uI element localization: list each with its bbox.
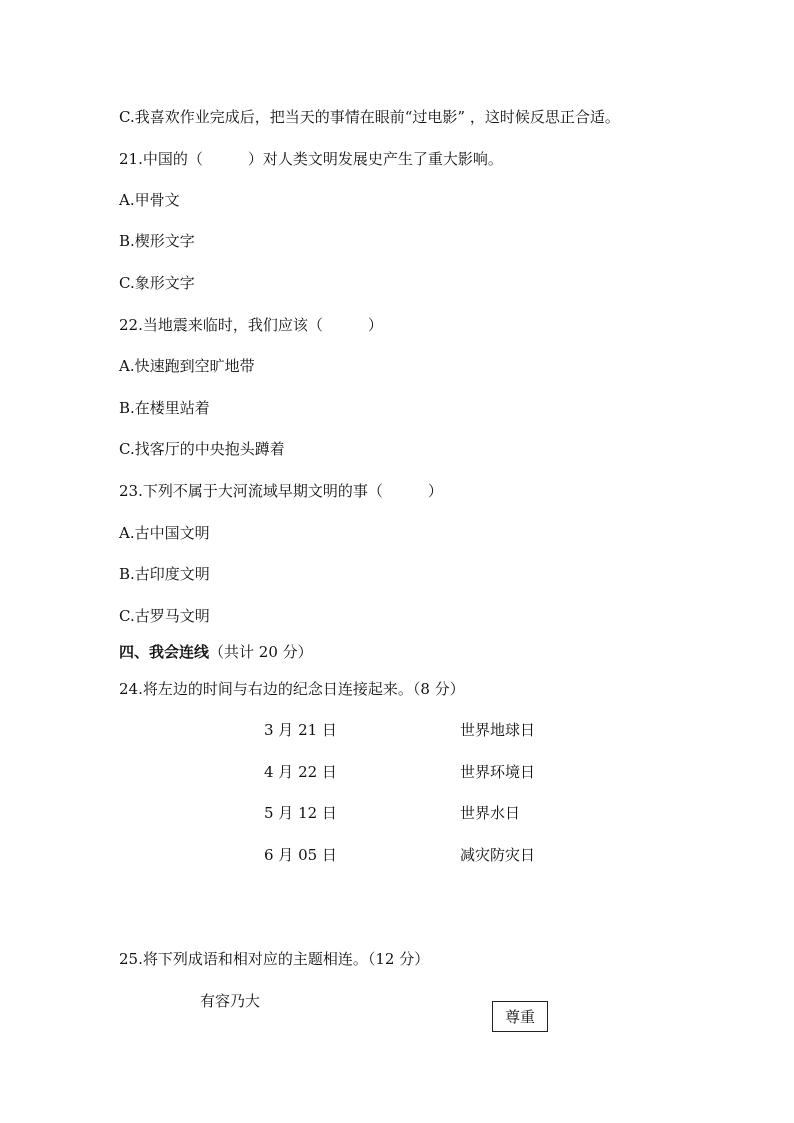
q24-day-1: 世界地球日 — [460, 721, 536, 739]
question-21-stem: 21.中国的（ ）对人类文明发展史产生了重大影响。 — [119, 150, 503, 168]
q24-date-1: 3 月 21 日 — [264, 721, 337, 739]
question-23-option-b: B.古印度文明 — [119, 565, 210, 583]
q24-date-3: 5 月 12 日 — [264, 804, 337, 822]
section-4-score: （共计 20 分） — [209, 643, 313, 661]
q24-day-2: 世界环境日 — [460, 763, 536, 781]
section-4-title: 四、我会连线 — [119, 643, 210, 661]
q20-option-c: C.我喜欢作业完成后，把当天的事情在眼前“过电影” ，这时候反思正合适。 — [119, 108, 620, 126]
question-23-option-c: C.古罗马文明 — [119, 607, 210, 625]
q24-date-2: 4 月 22 日 — [264, 763, 337, 781]
q25-idiom: 有容乃大 — [200, 992, 261, 1010]
question-23-stem: 23.下列不属于大河流域早期文明的事（ ） — [119, 482, 443, 500]
section-4-heading — [119, 643, 313, 661]
q24-day-4: 减灾防灾日 — [460, 846, 536, 864]
q24-day-3: 世界水日 — [460, 804, 521, 822]
question-21-option-b: B.楔形文字 — [119, 232, 195, 250]
question-22-option-c: C.找客厅的中央抱头蹲着 — [119, 440, 285, 458]
question-22-stem: 22.当地震来临时，我们应该（ ） — [119, 316, 383, 334]
q24-date-4: 6 月 05 日 — [264, 846, 337, 864]
question-21-option-a: A.甲骨文 — [119, 191, 180, 209]
question-25-stem: 25.将下列成语和相对应的主题相连。（12 分） — [119, 950, 430, 968]
question-24-stem: 24.将左边的时间与右边的纪念日连接起来。（8 分） — [119, 680, 465, 698]
question-23-option-a: A.古中国文明 — [119, 524, 210, 542]
question-22-option-a: A.快速跑到空旷地带 — [119, 357, 255, 375]
q25-theme-label: 尊重 — [504, 1008, 535, 1026]
question-21-option-c: C.象形文字 — [119, 274, 195, 292]
q25-theme-box — [492, 1001, 548, 1032]
question-22-option-b: B.在楼里站着 — [119, 399, 210, 417]
